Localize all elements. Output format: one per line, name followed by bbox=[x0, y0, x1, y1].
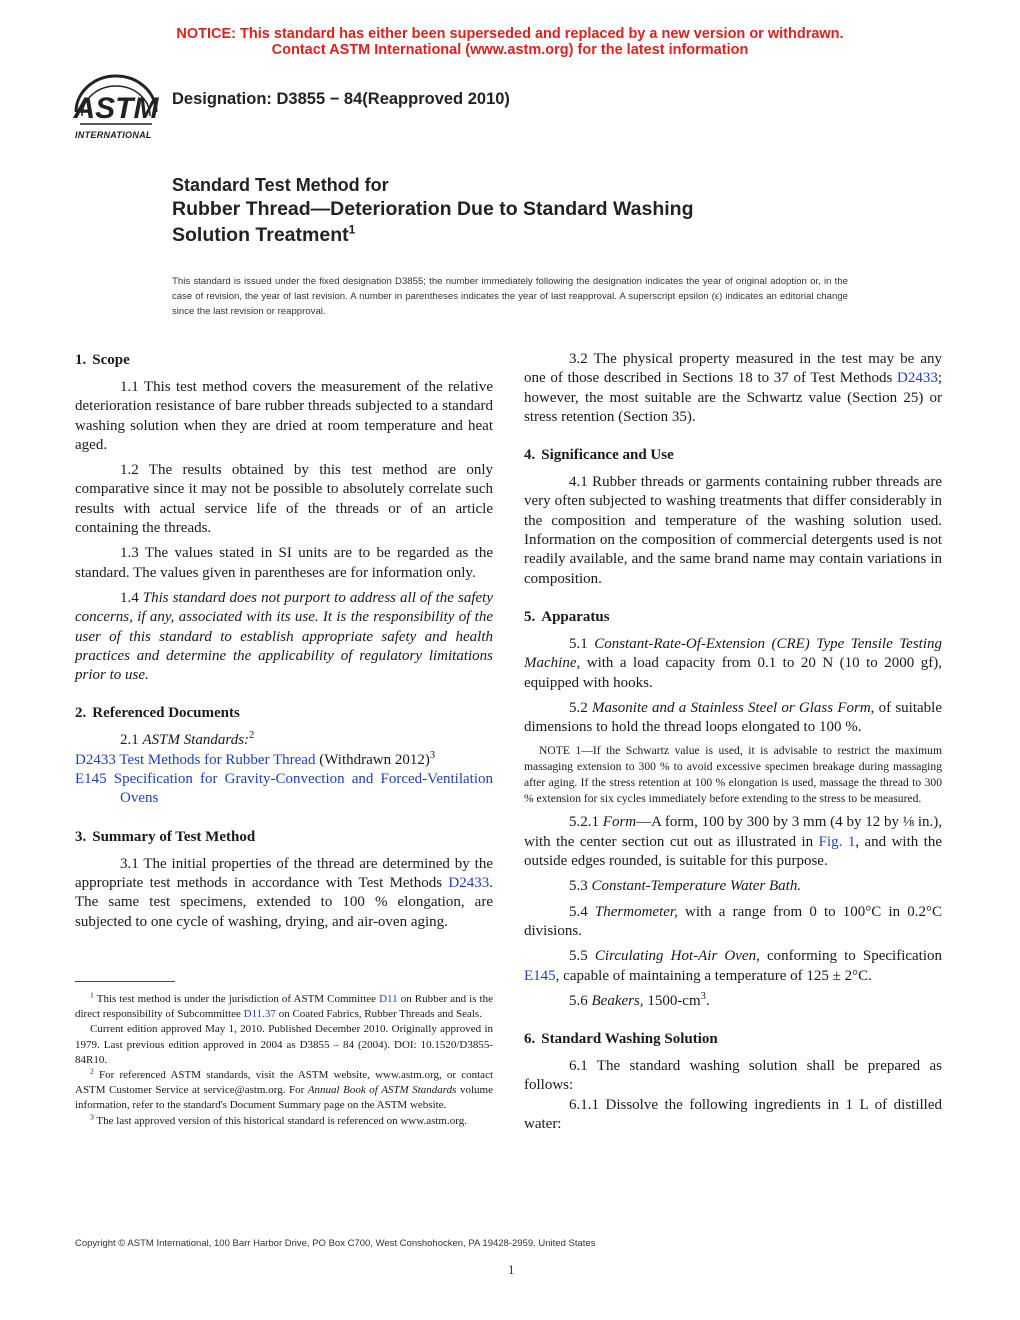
footnote-text: The last approved version of this historical standard is referenced on www.astm.org. bbox=[96, 1114, 467, 1127]
title-line-3-text: Solution Treatment bbox=[172, 224, 349, 246]
paragraph-text: with a load capacity from 0.1 to 20 N (10 to 2000 gf), equipped with hooks. bbox=[524, 655, 943, 691]
footnote-1 bbox=[75, 992, 493, 1022]
paragraph-text: with a range from 0 to 100°C in 0.2°C divisions. bbox=[524, 903, 943, 939]
paragraph-italic: Constant-Temperature Water Bath. bbox=[591, 878, 802, 895]
right-column bbox=[524, 350, 942, 1140]
section-title: Significance and Use bbox=[541, 447, 674, 464]
reference-link-d2433[interactable]: D2433 bbox=[448, 874, 490, 891]
section-number: 4. bbox=[524, 447, 536, 464]
paragraph-italic: Constant-Rate-Of-Extension (CRE) Type Tensile Testing Machine, bbox=[524, 635, 942, 672]
section-title: Referenced Documents bbox=[92, 705, 240, 722]
paragraph-number: 2.1 bbox=[120, 732, 139, 749]
section-number: 2. bbox=[75, 705, 87, 722]
reference-d2433 bbox=[75, 751, 493, 770]
footnote-text: For referenced ASTM standards, visit the ASTM website, www.astm.org, or contact ASTM Customer Service at service@astm.org. For bbox=[75, 1069, 494, 1097]
paragraph-1-3: 1.3 The values stated in SI units are to be regarded as the standard. The values given in parentheses are for information only. bbox=[75, 545, 493, 581]
notice-line-2: Contact ASTM International (www.astm.org) for the latest information bbox=[271, 42, 749, 58]
paragraph-text-continued: ; however, the most suitable are the Schwartz value (Section 25) or stress retention (Section 35). bbox=[524, 370, 942, 425]
left-column bbox=[75, 350, 493, 938]
footnote-rule bbox=[75, 981, 175, 982]
title-line-1: Standard Test Method for bbox=[172, 175, 389, 195]
footnote-mark: 3 bbox=[90, 1111, 94, 1121]
section-heading-summary bbox=[75, 827, 493, 847]
paragraph-number: 5.5 bbox=[569, 948, 588, 965]
reference-link-e145[interactable]: E145 bbox=[75, 771, 107, 788]
subcommittee-link-d11-37[interactable]: D11.37 bbox=[243, 1008, 276, 1021]
paragraph-text: conforming to Specification bbox=[766, 948, 943, 965]
paragraph-text: ASTM Standards: bbox=[142, 732, 250, 749]
footnote-mark: 1 bbox=[90, 990, 94, 1000]
reference-link-d2433[interactable]: D2433 bbox=[75, 751, 116, 768]
paragraph-text-continued: . The same test specimens, extended to 100 % elongation, are subjected to one cycle of washing, drying, and air-oven aging. bbox=[75, 874, 494, 930]
paragraph-text-continued: , and with the outside edges rounded, is suitable for this purpose. bbox=[524, 833, 943, 870]
paragraph-text: 3.2 The physical property measured in the test may be any one of those described in Sections 18 to 37 of Test Methods bbox=[524, 351, 942, 387]
paragraph-text: —A form, 100 by 300 by 3 mm (4 by 12 by ⅛ in.), with the center section cut out as illustrated in bbox=[524, 814, 943, 850]
svg-text:ASTM: ASTM bbox=[73, 92, 159, 125]
notice-line-1: NOTICE: This standard has either been superseded and replaced by a new version or withdrawn. bbox=[176, 26, 844, 42]
figure-link-fig-1[interactable]: Fig. 1 bbox=[818, 833, 856, 850]
paragraph-1-4 bbox=[75, 589, 493, 685]
paragraph-number: 5.4 bbox=[569, 903, 588, 920]
paragraph-5-5 bbox=[524, 947, 942, 986]
footnote-mark: 2 bbox=[90, 1066, 94, 1076]
note-1: NOTE 1—If the Schwartz value is used, it is advisable to restrict the maximum massaging extension to 300 % to avoid excessive specimen breakage during massaging after aging. If the stress retention at 100 % elongation is used, massage the thread to 300 % extension for six cycles immediately before extending to the stress to be measured. bbox=[524, 744, 942, 806]
footnote-italic: Annual Book of ASTM Standards bbox=[307, 1084, 457, 1097]
paragraph-italic: Form bbox=[602, 814, 637, 831]
section-number: 6. bbox=[524, 1031, 536, 1048]
reference-e145 bbox=[75, 770, 493, 809]
paragraph-3-1 bbox=[75, 855, 493, 932]
section-number: 3. bbox=[75, 828, 87, 845]
section-number: 1. bbox=[75, 352, 87, 368]
footnote-mark: 2 bbox=[249, 730, 255, 742]
paragraph-2-1 bbox=[75, 731, 493, 750]
paragraph-number: 5.2.1 bbox=[569, 814, 599, 831]
designation: Designation: D3855 − 84(Reapproved 2010) bbox=[172, 90, 510, 108]
section-title: Apparatus bbox=[541, 608, 610, 625]
reference-link-d2433[interactable]: D2433 bbox=[896, 370, 938, 387]
footnote-3 bbox=[75, 1111, 493, 1129]
section-heading-washing-solution bbox=[524, 1029, 942, 1049]
copyright-line: Copyright © ASTM International, 100 Barr Harbor Drive, PO Box C700, West Conshohocken, PA 19428-2959. United States bbox=[75, 1238, 596, 1249]
paragraph-text: 1500-cm bbox=[647, 992, 701, 1009]
section-title: Summary of Test Method bbox=[92, 828, 256, 845]
section-number: 5. bbox=[524, 608, 536, 625]
paragraph-italic: Masonite and a Stainless Steel or Glass Form, bbox=[591, 699, 875, 716]
paragraph-end: . bbox=[705, 992, 710, 1009]
footnote-1-edition: Current edition approved May 1, 2010. Published December 2010. Originally approved in 1979. Last previous edition approved in 2004 as D3855 – 84 (2004). DOI: 10.1520/D3855-84R10. bbox=[75, 1023, 493, 1066]
section-heading-significance bbox=[524, 445, 942, 465]
paragraph-number: 5.6 bbox=[569, 992, 588, 1009]
withdrawal-notice bbox=[0, 26, 1020, 58]
footnote-text: on Rubber and is the direct responsibility of Subcommittee bbox=[75, 993, 493, 1021]
title-line-2: Rubber Thread—Deterioration Due to Standard Washing bbox=[172, 198, 694, 220]
section-heading-apparatus bbox=[524, 607, 942, 627]
paragraph-5-4 bbox=[524, 903, 942, 942]
footnotes bbox=[75, 992, 493, 1129]
paragraph-italic: Thermometer, bbox=[594, 903, 678, 920]
committee-link-d11[interactable]: D11 bbox=[379, 993, 398, 1005]
paragraph-5-2-1 bbox=[524, 813, 942, 871]
paragraph-text: of suitable dimensions to hold the thread loops elongated to 100 %. bbox=[524, 699, 942, 736]
reference-note: (Withdrawn 2012) bbox=[319, 751, 430, 768]
paragraph-italic: Beakers, bbox=[591, 992, 644, 1009]
paragraph-number: 1.4 bbox=[120, 589, 139, 606]
paragraph-6-1-1: 6.1.1 Dissolve the following ingredients in 1 L of distilled water: bbox=[524, 1096, 942, 1133]
section-title: Standard Washing Solution bbox=[541, 1031, 718, 1048]
section-heading-scope bbox=[75, 350, 493, 370]
reference-title-link[interactable]: Test Methods for Rubber Thread bbox=[119, 751, 316, 768]
paragraph-text-continued: , capable of maintaining a temperature of 125 ± 2°C. bbox=[555, 967, 872, 984]
paragraph-5-3 bbox=[524, 877, 942, 896]
footnote-text: volume information, refer to the standard's Document Summary page on the ASTM website. bbox=[75, 1084, 493, 1112]
paragraph-number: 5.1 bbox=[569, 635, 588, 652]
logo-text: INTERNATIONAL bbox=[75, 130, 152, 140]
footnote-mark: 3 bbox=[429, 749, 436, 761]
paragraph-1-2: 1.2 The results obtained by this test method are only comparative since it may not be possible to absolutely correlate such results with actual service life of the threads or of an article containing the threads. bbox=[75, 462, 493, 537]
paragraph-text: This standard does not purport to address all of the safety concerns, if any, associated with its use. It is the responsibility of the user of this standard to establish appropriate safety and health practices and determine the applicability of regulatory limitations prior to use. bbox=[75, 589, 493, 684]
section-heading-referenced-documents bbox=[75, 703, 493, 723]
reference-title-link[interactable]: Specification for Gravity-Convection and Forced-Ventilation Ovens bbox=[113, 771, 493, 807]
paragraph-text: 3.1 The initial properties of the thread are determined by the appropriate test methods in accordance with Test Methods bbox=[75, 855, 493, 891]
section-title: Scope bbox=[92, 352, 130, 368]
issued-note: This standard is issued under the fixed designation D3855; the number immediately following the designation indicates the year of original adoption or, in the case of revision, the year of last revision. A number in parentheses indicates the year of last reapproval. A superscript epsilon (ε) indicates an editorial change since the last revision or reapproval. bbox=[172, 276, 848, 317]
paragraph-number: 5.3 bbox=[569, 878, 588, 895]
page-number: 1 bbox=[508, 1262, 515, 1277]
paragraph-1-1: 1.1 This test method covers the measurement of the relative deterioration resistance of bare rubber threads subjected to a standard washing solution when they are dried at room temperature and heat aged. bbox=[75, 379, 493, 453]
title-footnote-mark: 1 bbox=[348, 222, 356, 237]
paragraph-5-1 bbox=[524, 635, 942, 693]
paragraph-italic: Circulating Hot-Air Oven, bbox=[594, 948, 760, 965]
reference-link-e145[interactable]: E145 bbox=[524, 967, 556, 984]
paragraph-5-2 bbox=[524, 699, 942, 738]
paragraph-6-1: 6.1 The standard washing solution shall be prepared as follows: bbox=[524, 1058, 942, 1094]
superscript: 3 bbox=[700, 990, 706, 1002]
paragraph-5-6 bbox=[524, 992, 942, 1011]
paragraph-number: 5.2 bbox=[569, 699, 588, 716]
footnote-text: on Coated Fabrics, Rubber Threads and Seals. bbox=[278, 1008, 482, 1021]
footnote-text: This test method is under the jurisdiction of ASTM Committee bbox=[96, 993, 377, 1005]
footnote-2 bbox=[75, 1068, 493, 1114]
paragraph-4-1: 4.1 Rubber threads or garments containing rubber threads are very often subjected to washing treatments that differ considerably in the composition and temperature of the washing solution used. Information on the composition of commercial detergents used is not readily available, and the same brand name may contain variations in composition. bbox=[524, 474, 942, 587]
document-title bbox=[172, 174, 693, 248]
title-line-3 bbox=[172, 222, 693, 248]
paragraph-3-2 bbox=[524, 350, 942, 427]
